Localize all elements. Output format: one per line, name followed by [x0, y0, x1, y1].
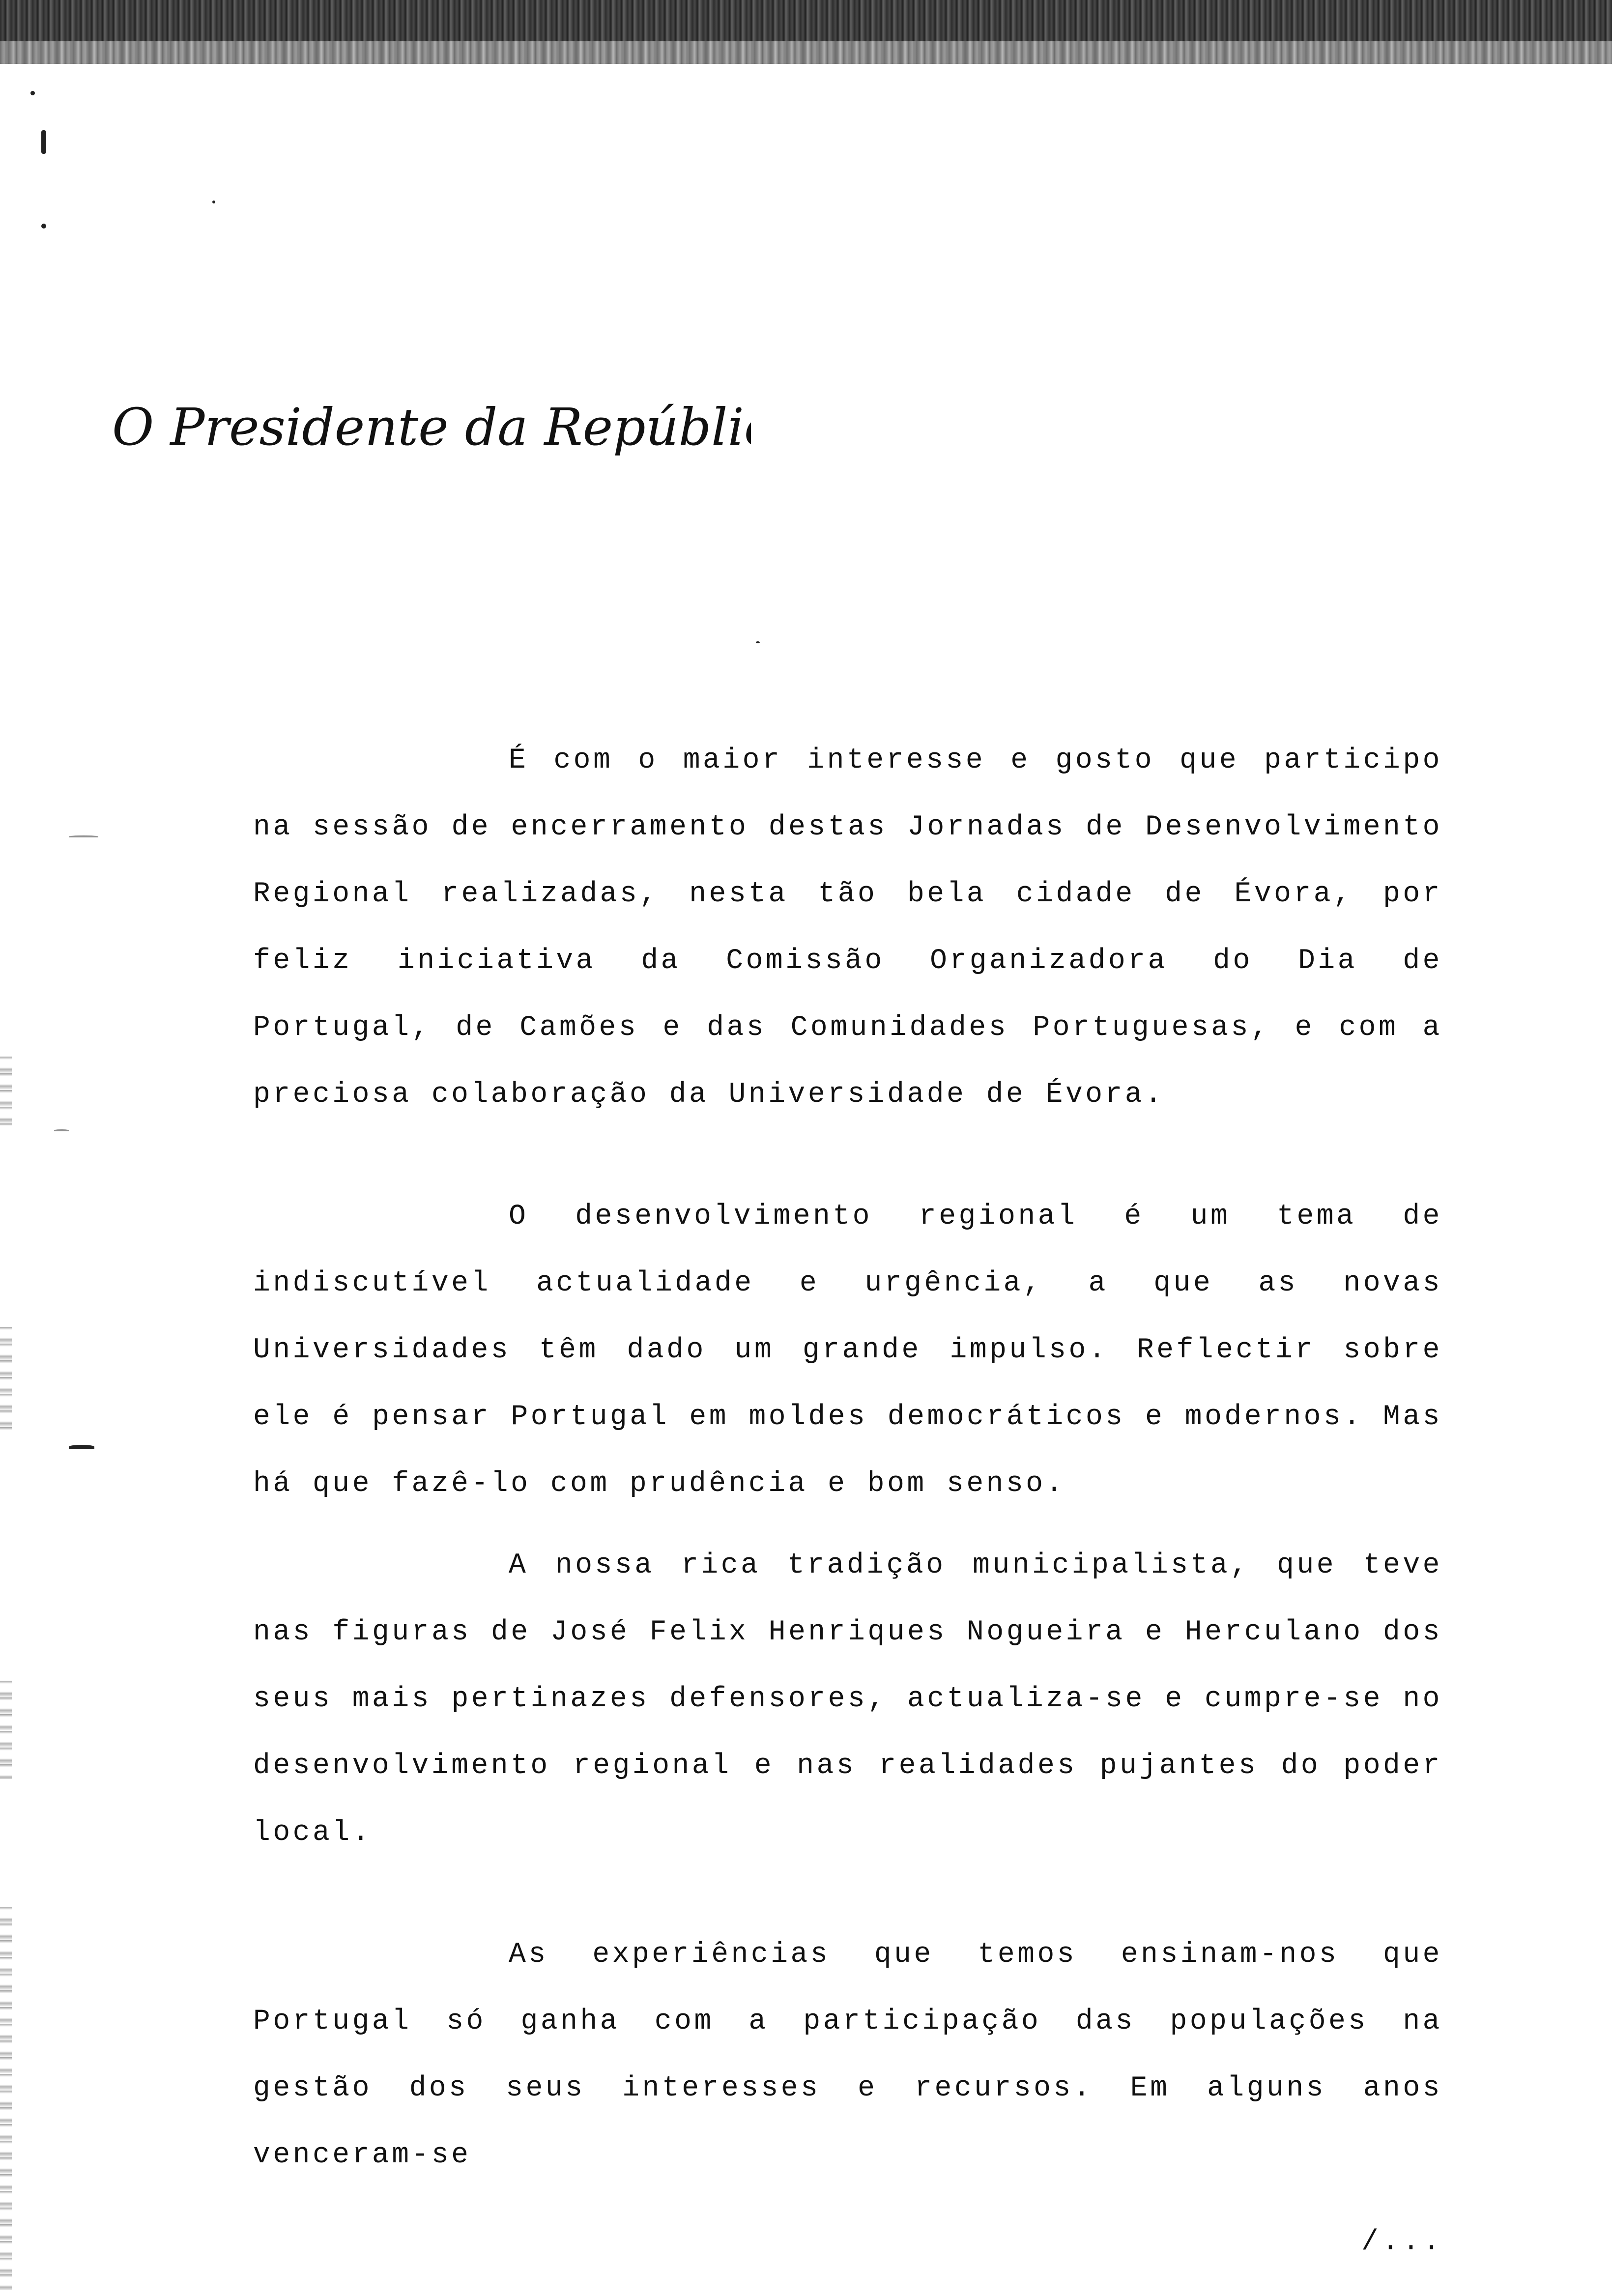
scan-speck	[41, 224, 46, 229]
letterhead-title: O Presidente da República	[112, 397, 751, 457]
scan-dash-mark	[54, 1129, 69, 1131]
paragraph: A nossa rica tradição municipalista, que teve nas figuras de José Felix Henriques Nogueira e Herculano dos seus mais pertinazes defensores, actualiza-se e cumpre-se no desenvolvimento regional e nas realidades pujantes do poder local.	[253, 1550, 1442, 1849]
scan-dash-mark	[69, 835, 98, 837]
scan-margin-noise	[0, 1057, 12, 1125]
scan-speck	[41, 130, 46, 154]
paragraph: O desenvolvimento regional é um tema de indiscutível actualidade e urgência, a que as novas Universidades têm dado um grande impulso. Reflectir sobre ele é pensar Portugal em moldes democráticos e modernos. Mas há que fazê-lo com prudência e bom senso.	[253, 1201, 1442, 1500]
paragraph: As experiências que temos ensinam-nos que Portugal só ganha com a participação das populações na gestão dos seus interesses e recursos. Em alguns anos venceram-se	[253, 1939, 1442, 2171]
scan-speck	[30, 91, 35, 95]
paragraph: É com o maior interesse e gosto que participo na sessão de encerramento destas Jornadas de Desenvolvimento Regional realizadas, nesta tão bela cidade de Évora, por feliz iniciativa da Comissão Organizadora do Dia de Portugal, de Camões e das Comunidades Portuguesas, e com a preciosa colaboração da Universidade de Évora.	[253, 745, 1442, 1111]
letterhead-script	[112, 396, 751, 464]
page-continuation-mark: /...	[1361, 2226, 1444, 2258]
scan-speck	[212, 201, 215, 203]
scan-margin-noise	[0, 1681, 12, 1779]
scan-margin-noise	[0, 1907, 12, 2290]
letterhead	[112, 396, 751, 464]
scan-speck	[756, 641, 760, 643]
scan-dash-mark	[69, 1445, 94, 1449]
scan-margin-noise	[0, 1327, 12, 1435]
letter-body	[253, 727, 1442, 2189]
scan-edge-band	[0, 0, 1612, 64]
